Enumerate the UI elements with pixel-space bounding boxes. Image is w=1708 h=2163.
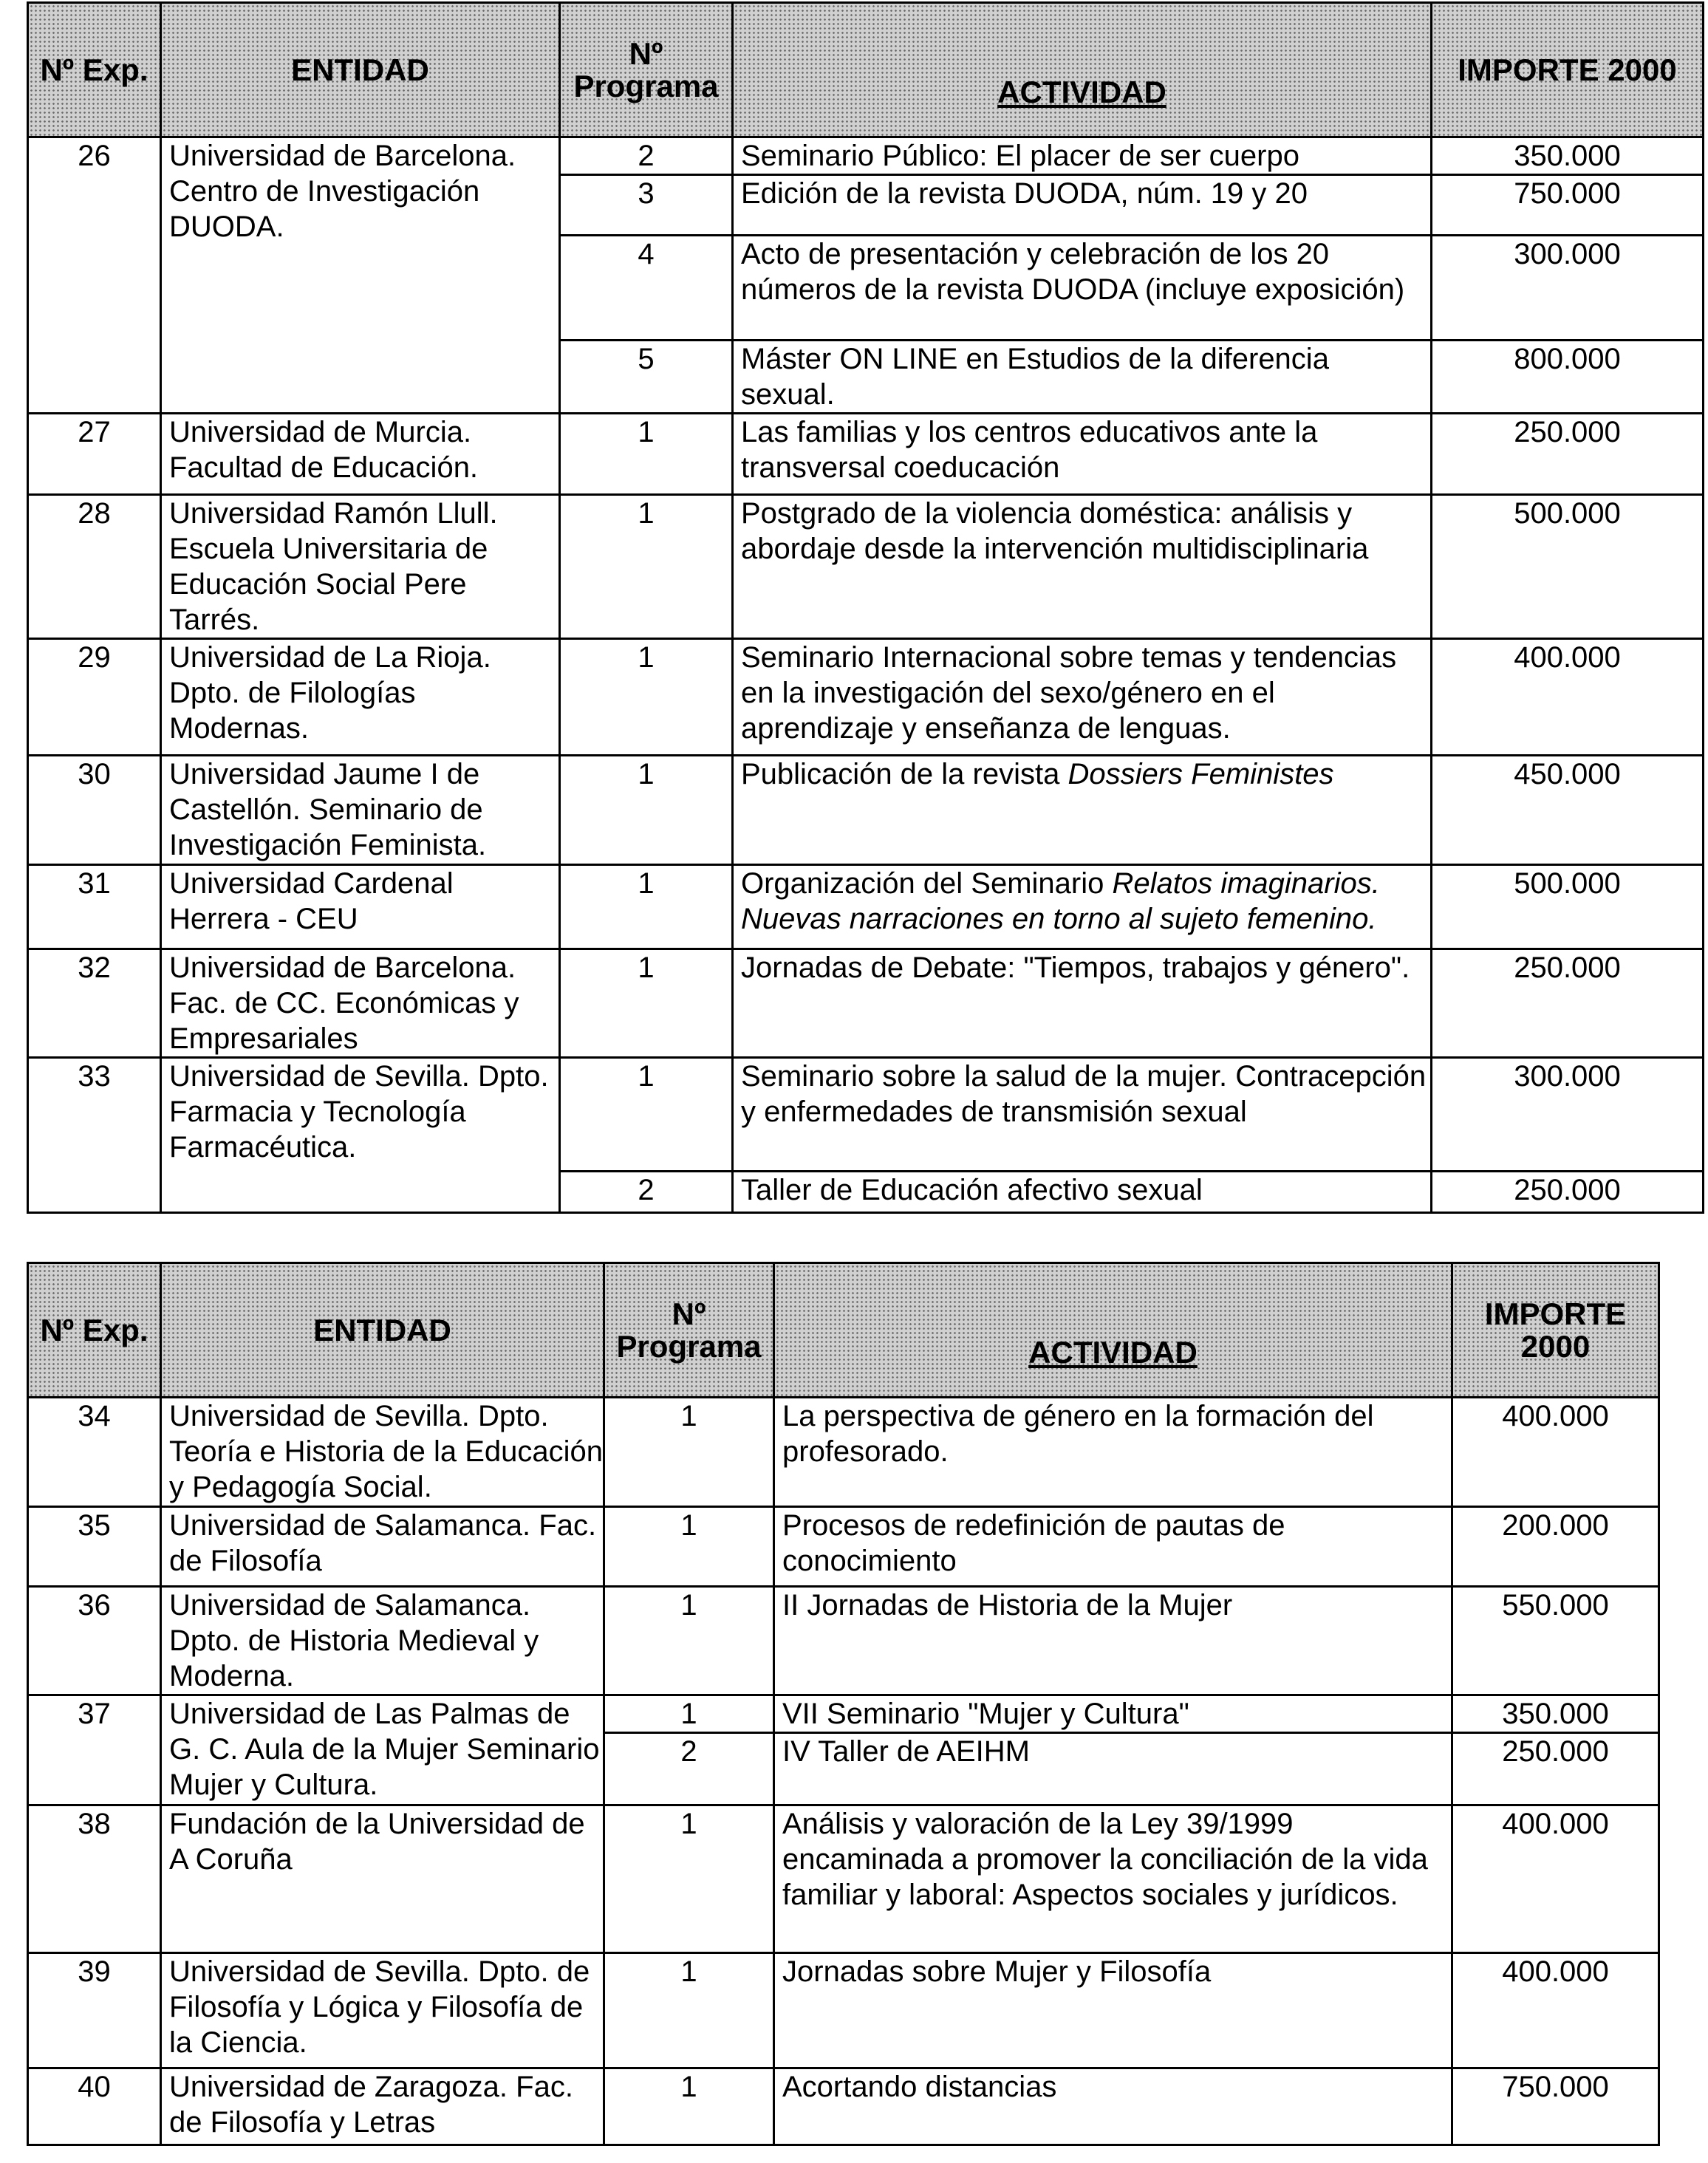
table-row — [28, 414, 1704, 495]
entidad-cell: Universidad de Barcelona. Fac. de CC. Económicas y Empresariales — [161, 949, 560, 1058]
exp-cell: 39 — [28, 1953, 161, 2068]
importe-cell: 350.000 — [1452, 1695, 1659, 1733]
actividad-cell: Seminario sobre la salud de la mujer. Contracepción y enfermedades de transmisión sexual — [733, 1058, 1432, 1172]
programa-cell: 1 — [604, 1507, 774, 1587]
table-row — [28, 1805, 1659, 1953]
actividad-cell: Postgrado de la violencia doméstica: análisis y abordaje desde la intervención multidisciplinaria — [733, 495, 1432, 639]
programa-cell: 1 — [560, 639, 733, 756]
exp-cell: 26 — [28, 137, 161, 414]
programa-cell: 2 — [604, 1733, 774, 1805]
actividad-cell: La perspectiva de género en la formación del profesorado. — [774, 1398, 1452, 1507]
importe-cell: 200.000 — [1452, 1507, 1659, 1587]
importe-cell: 750.000 — [1452, 2068, 1659, 2145]
exp-cell: 37 — [28, 1695, 161, 1805]
actividad-cell: Análisis y valoración de la Ley 39/1999 encaminada a promover la conciliación de la vida familiar y laboral: Aspectos sociales y jurídicos. — [774, 1805, 1452, 1953]
actividad-cell: Las familias y los centros educativos ante la transversal coeducación — [733, 414, 1432, 495]
actividad-cell: VII Seminario "Mujer y Cultura" — [774, 1695, 1452, 1733]
importe-cell: 250.000 — [1432, 949, 1704, 1058]
header-actividad: ACTIVIDAD — [733, 3, 1432, 137]
table-row — [28, 495, 1704, 639]
seminar-title: Relatos imaginarios. Nuevas narraciones en torno al sujeto femenino. — [741, 867, 1380, 935]
programa-cell: 1 — [604, 1805, 774, 1953]
importe-cell: 500.000 — [1432, 495, 1704, 639]
actividad-cell — [733, 756, 1432, 865]
programa-cell: 1 — [604, 2068, 774, 2145]
entidad-cell: Universidad de Zaragoza. Fac. de Filosofía y Letras — [161, 2068, 604, 2145]
entidad-cell: Universidad de Salamanca. Fac. de Filosofía — [161, 1507, 604, 1587]
programa-cell: 1 — [604, 1695, 774, 1733]
header-programa: Nº Programa — [560, 3, 733, 137]
exp-cell: 40 — [28, 2068, 161, 2145]
exp-cell: 30 — [28, 756, 161, 865]
entidad-cell: Universidad de Murcia. Facultad de Educación. — [161, 414, 560, 495]
entidad-cell: Universidad de Sevilla. Dpto. de Filosofía y Lógica y Filosofía de la Ciencia. — [161, 1953, 604, 2068]
importe-cell: 450.000 — [1432, 756, 1704, 865]
entidad-cell: Fundación de la Universidad de A Coruña — [161, 1805, 604, 1953]
programa-cell: 1 — [560, 949, 733, 1058]
table-row — [28, 1398, 1659, 1507]
importe-cell: 400.000 — [1432, 639, 1704, 756]
programa-cell: 2 — [560, 1172, 733, 1213]
entidad-cell: Universidad Cardenal Herrera - CEU — [161, 865, 560, 949]
header-actividad: ACTIVIDAD — [774, 1263, 1452, 1398]
exp-cell: 28 — [28, 495, 161, 639]
programa-cell: 1 — [560, 495, 733, 639]
exp-cell: 36 — [28, 1587, 161, 1695]
entidad-cell: Universidad de Sevilla. Dpto. Teoría e Historia de la Educación y Pedagogía Social. — [161, 1398, 604, 1507]
importe-cell: 300.000 — [1432, 236, 1704, 341]
programa-cell: 4 — [560, 236, 733, 341]
header-exp: Nº Exp. — [28, 3, 161, 137]
table-row — [28, 1587, 1659, 1695]
table-row — [28, 756, 1704, 865]
importe-cell: 400.000 — [1452, 1398, 1659, 1507]
importe-cell: 550.000 — [1452, 1587, 1659, 1695]
table-row — [28, 949, 1704, 1058]
header-exp: Nº Exp. — [28, 1263, 161, 1398]
exp-cell: 29 — [28, 639, 161, 756]
programa-cell: 1 — [604, 1953, 774, 2068]
importe-cell: 500.000 — [1432, 865, 1704, 949]
programa-cell: 1 — [560, 1058, 733, 1172]
actividad-cell: Jornadas de Debate: "Tiempos, trabajos y género". — [733, 949, 1432, 1058]
programa-cell: 1 — [560, 414, 733, 495]
table-header — [28, 3, 1704, 137]
exp-cell: 31 — [28, 865, 161, 949]
importe-cell: 400.000 — [1452, 1953, 1659, 2068]
actividad-cell: Taller de Educación afectivo sexual — [733, 1172, 1432, 1213]
exp-cell: 34 — [28, 1398, 161, 1507]
programa-cell: 1 — [604, 1398, 774, 1507]
actividad-cell: Jornadas sobre Mujer y Filosofía — [774, 1953, 1452, 2068]
actividad-cell: Procesos de redefinición de pautas de conocimiento — [774, 1507, 1452, 1587]
programa-cell: 1 — [604, 1587, 774, 1695]
table-row — [28, 865, 1704, 949]
table-row — [28, 1058, 1704, 1172]
importe-cell: 250.000 — [1452, 1733, 1659, 1805]
subsidy-table-2 — [27, 1262, 1660, 2146]
programa-cell: 2 — [560, 137, 733, 175]
actividad-cell: Acortando distancias — [774, 2068, 1452, 2145]
table-row — [28, 639, 1704, 756]
importe-cell: 350.000 — [1432, 137, 1704, 175]
entidad-cell: Universidad de Las Palmas de G. C. Aula de la Mujer Seminario Mujer y Cultura. — [161, 1695, 604, 1805]
entidad-cell: Universidad de Salamanca. Dpto. de Historia Medieval y Moderna. — [161, 1587, 604, 1695]
importe-cell: 400.000 — [1452, 1805, 1659, 1953]
programa-cell: 1 — [560, 865, 733, 949]
importe-cell: 300.000 — [1432, 1058, 1704, 1172]
publication-title: Dossiers Feministes — [1068, 758, 1334, 790]
entidad-cell: Universidad de Barcelona. Centro de Investigación DUODA. — [161, 137, 560, 414]
table-row — [28, 1695, 1659, 1733]
actividad-cell: IV Taller de AEIHM — [774, 1733, 1452, 1805]
importe-cell: 250.000 — [1432, 1172, 1704, 1213]
importe-cell: 750.000 — [1432, 175, 1704, 236]
programa-cell: 5 — [560, 341, 733, 414]
importe-cell: 250.000 — [1432, 414, 1704, 495]
table-row — [28, 1953, 1659, 2068]
actividad-text: Publicación de la revista — [741, 758, 1068, 790]
exp-cell: 32 — [28, 949, 161, 1058]
actividad-cell: Seminario Público: El placer de ser cuerpo — [733, 137, 1432, 175]
exp-cell: 27 — [28, 414, 161, 495]
table-row — [28, 137, 1704, 175]
header-importe: IMPORTE 2000 — [1432, 3, 1704, 137]
actividad-cell: II Jornadas de Historia de la Mujer — [774, 1587, 1452, 1695]
table-row — [28, 1507, 1659, 1587]
entidad-cell: Universidad Ramón Llull. Escuela Universitaria de Educación Social Pere Tarrés. — [161, 495, 560, 639]
actividad-text: Organización del Seminario — [741, 867, 1113, 900]
actividad-cell — [733, 865, 1432, 949]
exp-cell: 38 — [28, 1805, 161, 1953]
header-importe: IMPORTE 2000 — [1452, 1263, 1659, 1398]
actividad-cell: Seminario Internacional sobre temas y tendencias en la investigación del sexo/género en el aprendizaje y enseñanza de lenguas. — [733, 639, 1432, 756]
exp-cell: 33 — [28, 1058, 161, 1213]
actividad-cell: Máster ON LINE en Estudios de la diferencia sexual. — [733, 341, 1432, 414]
header-programa: Nº Programa — [604, 1263, 774, 1398]
exp-cell: 35 — [28, 1507, 161, 1587]
programa-cell: 3 — [560, 175, 733, 236]
entidad-cell: Universidad de Sevilla. Dpto. Farmacia y Tecnología Farmacéutica. — [161, 1058, 560, 1213]
actividad-cell: Edición de la revista DUODA, núm. 19 y 20 — [733, 175, 1432, 236]
header-entidad: ENTIDAD — [161, 3, 560, 137]
header-entidad: ENTIDAD — [161, 1263, 604, 1398]
entidad-cell: Universidad de La Rioja. Dpto. de Filologías Modernas. — [161, 639, 560, 756]
programa-cell: 1 — [560, 756, 733, 865]
importe-cell: 800.000 — [1432, 341, 1704, 414]
subsidy-table-1 — [27, 1, 1704, 1214]
table-header — [28, 1263, 1659, 1398]
actividad-cell: Acto de presentación y celebración de los 20 números de la revista DUODA (incluye exposición) — [733, 236, 1432, 341]
table-row — [28, 2068, 1659, 2145]
entidad-cell: Universidad Jaume I de Castellón. Seminario de Investigación Feminista. — [161, 756, 560, 865]
